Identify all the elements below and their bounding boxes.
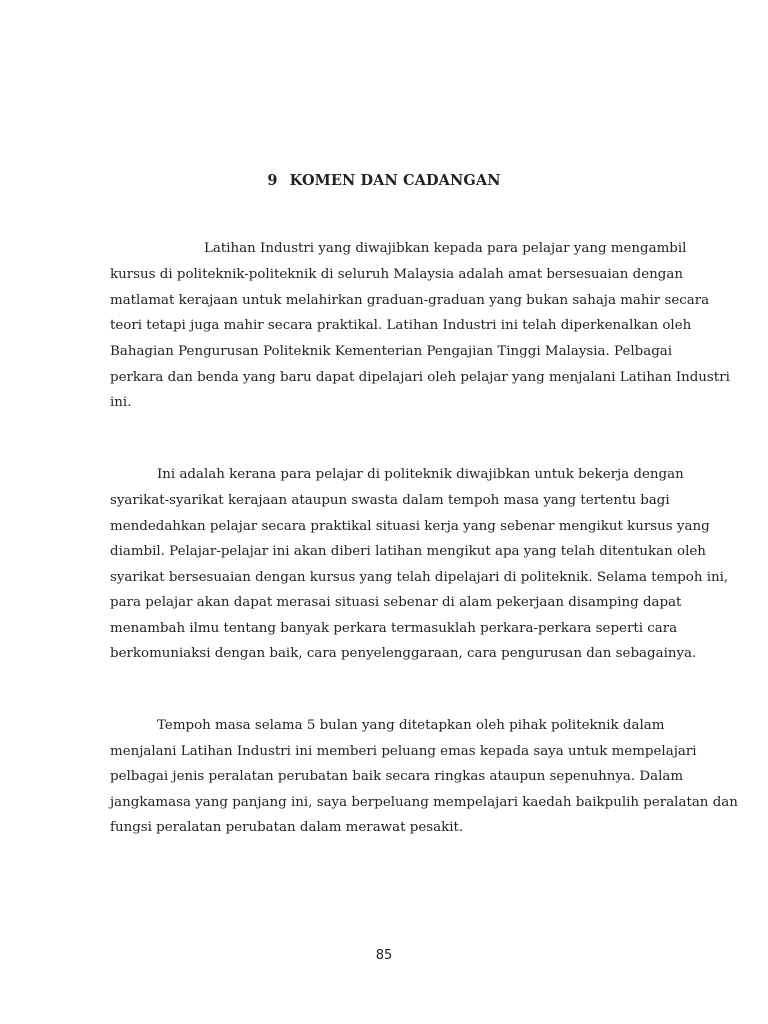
paragraph-line: Latihan Industri yang diwajibkan kepada para pelajar yang mengambil [204, 241, 687, 256]
section-heading [0, 172, 768, 189]
paragraph-line: fungsi peralatan perubatan dalam merawat pesakit. [110, 820, 464, 835]
paragraph-line: ini. [110, 395, 132, 410]
paragraph-line: para pelajar akan dapat merasai situasi sebenar di alam pekerjaan disamping dapat [110, 595, 682, 610]
section-number: 9 [267, 172, 278, 189]
page-number: 85 [375, 948, 393, 963]
paragraph-line: matlamat kerajaan untuk melahirkan graduan-graduan yang bukan sahaja mahir secara [110, 293, 710, 308]
paragraph-line: menambah ilmu tentang banyak perkara termasuklah perkara-perkara seperti cara [110, 621, 678, 636]
paragraph-line: jangkamasa yang panjang ini, saya berpeluang mempelajari kaedah baikpulih peralatan dan [110, 795, 738, 810]
paragraph-line: menjalani Latihan Industri ini memberi peluang emas kepada saya untuk mempelajari [110, 744, 697, 759]
paragraph-line: Bahagian Pengurusan Politeknik Kementerian Pengajian Tinggi Malaysia. Pelbagai [110, 344, 673, 359]
paragraph-line: diambil. Pelajar-pelajar ini akan diberi latihan mengikut apa yang telah ditentukan oleh [110, 544, 706, 559]
paragraph-line: berkomuniaksi dengan baik, cara penyelenggaraan, cara pengurusan dan sebagainya. [110, 646, 697, 661]
paragraph-line: kursus di politeknik-politeknik di seluruh Malaysia adalah amat bersesuaian dengan [110, 267, 683, 282]
paragraph-line: pelbagai jenis peralatan perubatan baik secara ringkas ataupun sepenuhnya. Dalam [110, 769, 684, 784]
paragraph-line: perkara dan benda yang baru dapat dipelajari oleh pelajar yang menjalani Latihan Industri [110, 370, 730, 385]
paragraph-line: teori tetapi juga mahir secara praktikal. Latihan Industri ini telah diperkenalkan oleh [110, 318, 692, 333]
paragraph-line: mendedahkan pelajar secara praktikal situasi kerja yang sebenar mengikut kursus yang [110, 519, 710, 534]
paragraph-line: syarikat-syarikat kerajaan ataupun swasta dalam tempoh masa yang tertentu bagi [110, 493, 670, 508]
paragraph-line: Tempoh masa selama 5 bulan yang ditetapkan oleh pihak politeknik dalam [157, 718, 665, 733]
paragraph-line: syarikat bersesuaian dengan kursus yang telah dipelajari di politeknik. Selama tempoh ini, [110, 570, 729, 585]
paragraph-line: Ini adalah kerana para pelajar di politeknik diwajibkan untuk bekerja dengan [157, 467, 684, 482]
section-title: KOMEN DAN CADANGAN [289, 172, 501, 189]
